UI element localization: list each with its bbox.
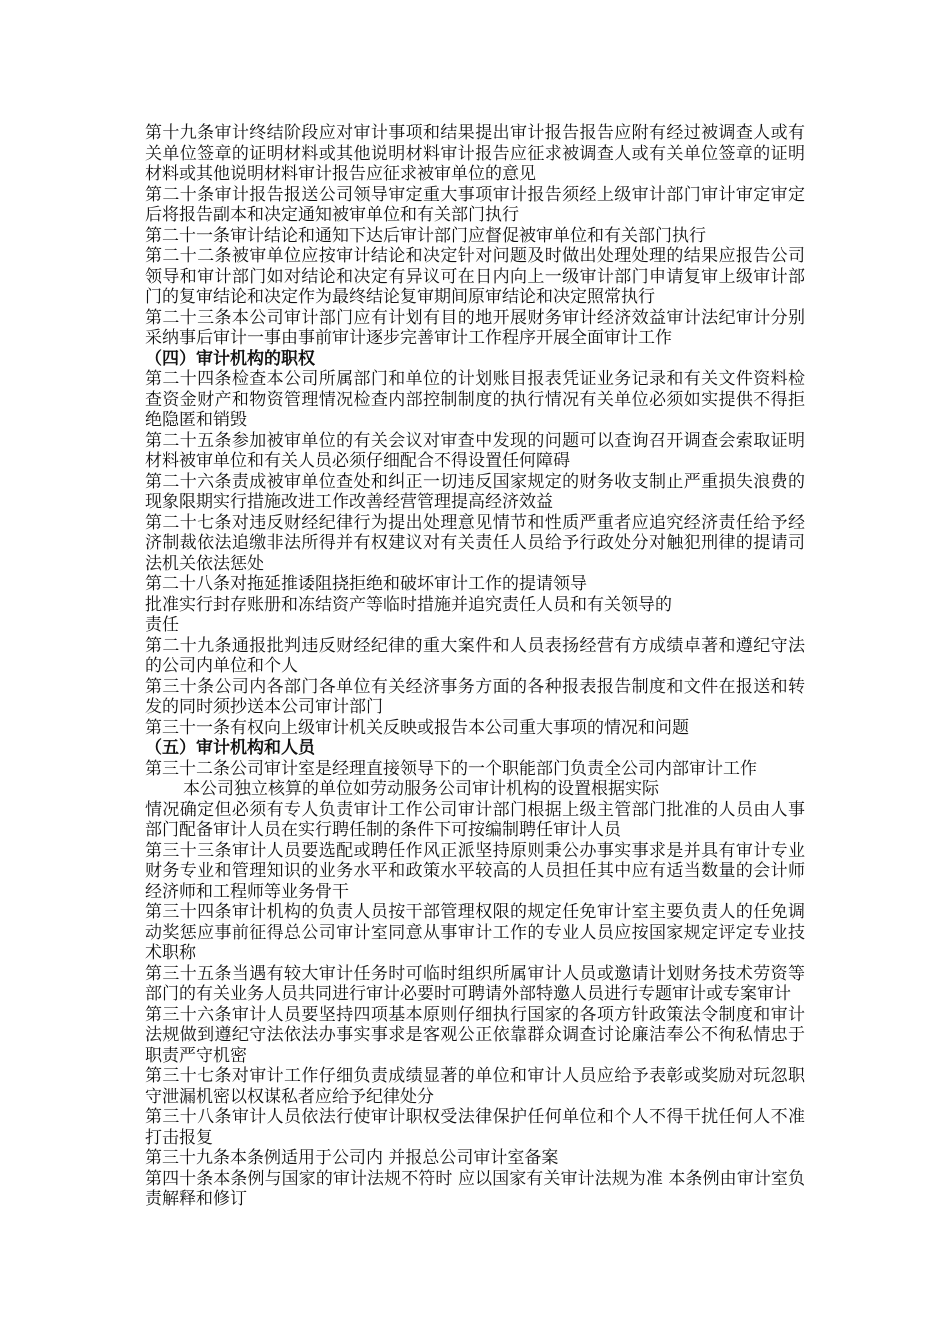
article-32-indented-paragraph: 本公司独立核算的单位如劳动服务公司审计机构的设置根据实际 xyxy=(183,779,659,799)
article-30: 第三十条公司内各部门各单位有关经济事务方面的各种报表报告制度和文件在报送和转发的同时须抄送本公司审计部门 xyxy=(145,676,805,717)
article-28-continuation-end: 责任 xyxy=(145,615,179,635)
article-20: 第二十条审计报告报送公司领导审定重大事项审计报告须经上级审计部门审计审定审定后将报告副本和决定通知被审单位和有关部门执行 xyxy=(145,184,805,225)
article-24: 第二十四条检查本公司所属部门和单位的计划账目报表凭证业务记录和有关文件资料检查资金财产和物资管理情况检查内部控制制度的执行情况有关单位必须如实提供不得拒绝隐匿和销毁 xyxy=(145,369,805,430)
article-28: 第二十八条对拖延推诿阻挠拒绝和破坏审计工作的提请领导 xyxy=(145,574,587,594)
article-32: 第三十二条公司审计室是经理直接领导下的一个职能部门负责全公司内部审计工作 xyxy=(145,758,757,779)
article-36: 第三十六条审计人员要坚持四项基本原则仔细执行国家的各项方针政策法令制度和审计法规做到遵纪守法依法办事实事求是客观公正依靠群众调查讨论廉洁奉公不徇私情忠于职责严守机密 xyxy=(145,1004,805,1066)
article-27: 第二十七条对违反财经纪律行为提出处理意见情节和性质严重者应追究经济责任给予经济制裁依法追缴非法所得并有权建议对有关责任人员给予行政处分对触犯刑律的提请司法机关依法惩处 xyxy=(145,512,805,574)
section-heading-4: （四）审计机构的职权 xyxy=(145,348,315,369)
article-23: 第二十三条本公司审计部门应有计划有目的地开展财务审计经济效益审计法纪审计分别采纳事后审计一事由事前审计逐步完善审计工作程序开展全面审计工作 xyxy=(145,307,805,348)
article-34: 第三十四条审计机构的负责人员按干部管理权限的规定任免审计室主要负责人的任免调动奖惩应事前征得总公司审计室同意从事审计工作的专业人员应按国家规定评定专业技术职称 xyxy=(145,902,805,963)
article-37: 第三十七条对审计工作仔细负责成绩显著的单位和审计人员应给予表彰或奖励对玩忽职守泄漏机密以权谋私者应给予纪律处分 xyxy=(145,1066,805,1107)
article-33: 第三十三条审计人员要选配或聘任作风正派坚持原则秉公办事实事求是并具有审计专业财务专业和管理知识的业务水平和政策水平较高的人员担任其中应有适当数量的会计师经济师和工程师等业务骨干 xyxy=(145,840,805,902)
article-32-continuation: 情况确定但必须有专人负责审计工作公司审计部门根据上级主管部门批准的人员由人事部门配备审计人员在实行聘任制的条件下可按编制聘任审计人员 xyxy=(145,799,805,840)
article-39: 第三十九条本条例适用于公司内 并报总公司审计室备案 xyxy=(145,1148,559,1168)
article-19: 第十九条审计终结阶段应对审计事项和结果提出审计报告报告应附有经过被调查人或有关单位签章的证明材料或其他说明材料审计报告应征求被调查人或有关单位签章的证明材料或其他说明材料审计报告应征求被审单位的意见 xyxy=(145,123,805,184)
section-heading-5: （五）审计机构和人员 xyxy=(145,738,315,758)
article-29: 第二十九条通报批判违反财经纪律的重大案件和人员表扬经营有方成绩卓著和遵纪守法的公司内单位和个人 xyxy=(145,635,805,676)
article-31: 第三十一条有权向上级审计机关反映或报告本公司重大事项的情况和问题 xyxy=(145,717,689,738)
article-28-continuation: 批准实行封存账册和冻结资产等临时措施并追究责任人员和有关领导的 xyxy=(145,594,672,615)
article-22: 第二十二条被审单位应按审计结论和决定针对问题及时做出处理处理的结果应报告公司领导和审计部门如对结论和决定有异议可在日内向上一级审计部门申请复审上级审计部门的复审结论和决定作为最终结论复审期间原审结论和决定照常执行 xyxy=(145,246,805,307)
document-body xyxy=(145,123,805,1210)
article-26: 第二十六条责成被审单位查处和纠正一切违反国家规定的财务收支制止严重损失浪费的现象限期实行措施改进工作改善经营管理提高经济效益 xyxy=(145,471,805,512)
article-38: 第三十八条审计人员依法行使审计职权受法律保护任何单位和个人不得干扰任何人不准打击报复 xyxy=(145,1107,805,1148)
article-40: 第四十条本条例与国家的审计法规不符时 应以国家有关审计法规为准 本条例由审计室负责解释和修订 xyxy=(145,1168,805,1209)
article-25: 第二十五条参加被审单位的有关会议对审查中发现的问题可以查询召开调查会索取证明材料被审单位和有关人员必须仔细配合不得设置任何障碍 xyxy=(145,430,805,471)
article-35: 第三十五条当遇有较大审计任务时可临时组织所属审计人员或邀请计划财务技术劳资等部门的有关业务人员共同进行审计必要时可聘请外部特邀人员进行专题审计或专案审计 xyxy=(145,963,805,1004)
article-21: 第二十一条审计结论和通知下达后审计部门应督促被审单位和有关部门执行 xyxy=(145,225,706,246)
